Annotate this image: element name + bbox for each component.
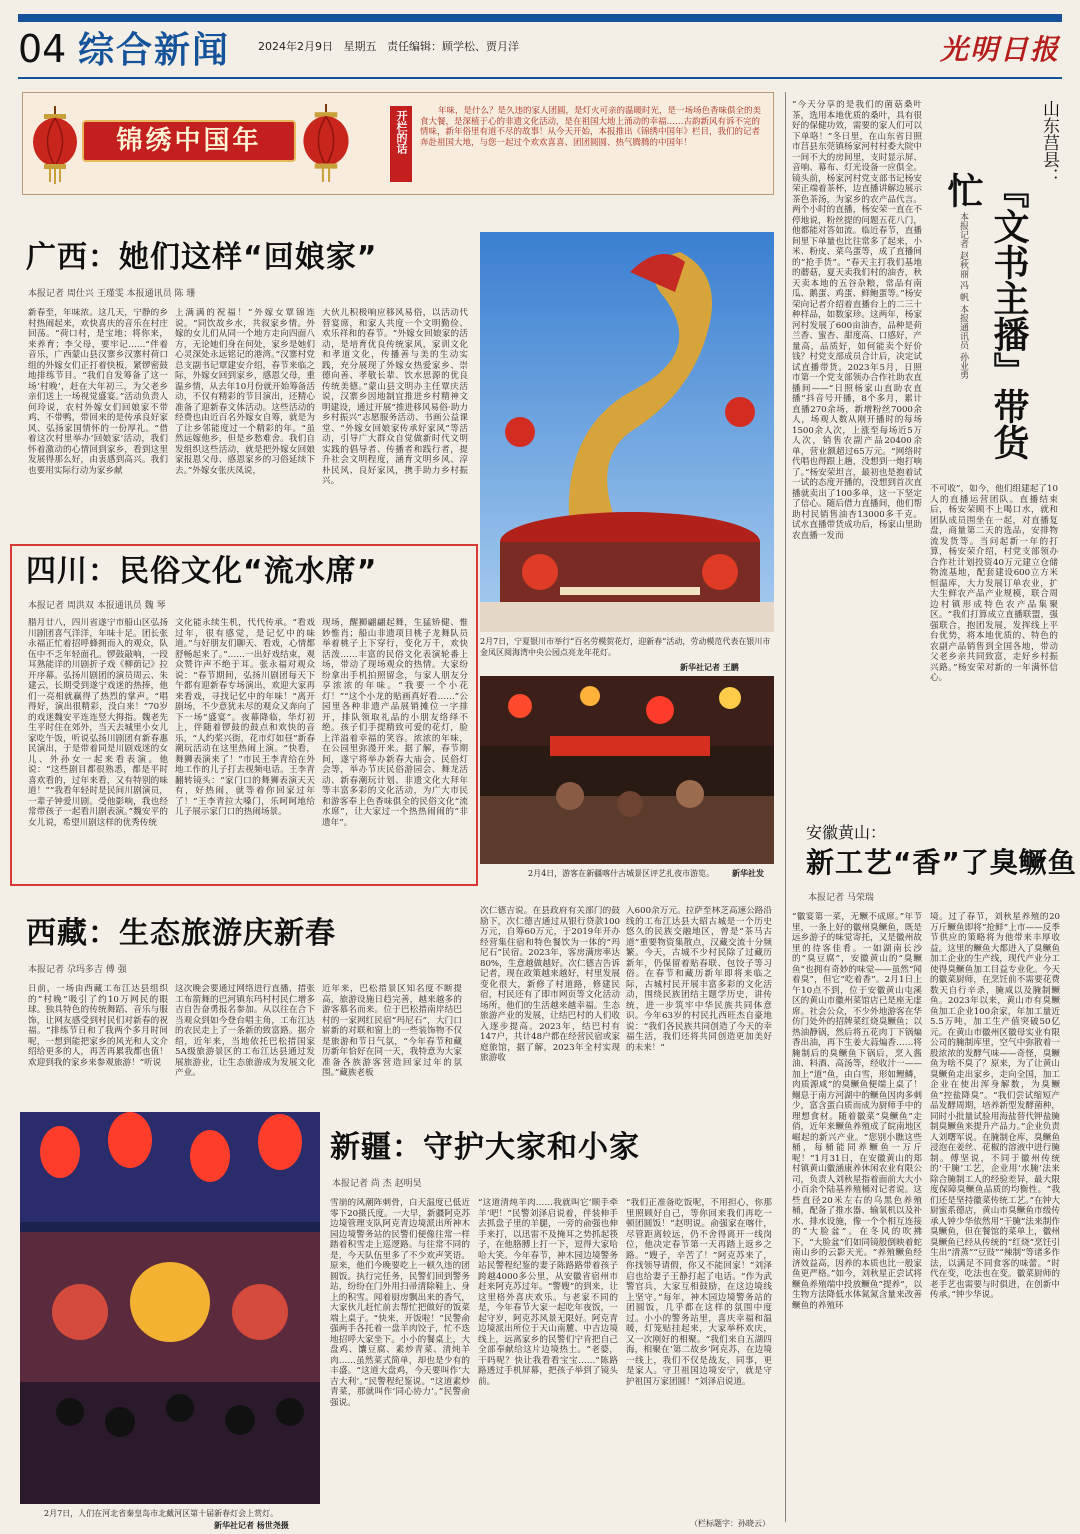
paper-logo: 光明日报 bbox=[940, 33, 1061, 66]
masthead-underline bbox=[18, 77, 1062, 79]
xizang-col-2: 这次晚会要通过网络进行直播，措张工布箭舞的巴河镇东玛村村民仁增多吉自告奋勇报名参加。从以往在合下当观众到如今登台唱主角，工布江达的农民走上了一条新的致富路。据介绍，近年来，当地依托巴松措国家5A级旅游景区的工布江达县通过发展旅游业，让生态旅游成为发展文化产业。 bbox=[175, 984, 315, 1078]
xinjiang-col-2: “这道清炖羊肉……我就叫它‘顺手牵羊’吧！”民警刘泽启说着，伴装伸手去抓盘子里的羊腿，一旁的俞强也伸手来打，以迅雷不及掩耳之势抓起筷子，在他胳膊上打一下，逗得大家哈哈大笑。今年春节，神木园边境警务站民警程纪鉴的妻子陈路路带着孩子跨越4000多公里，从安徽省宿州市赶来阿克苏过年。“警嫂”的到来，让这里格外喜庆欢乐。与老家不同的是，今年春节大家一起吃年夜饭，一起守岁，阿克苏风景无限好。阿克青边境派出所位于天山南麓、中吉边境线上，远离家乡的民警们宁肯把自己全部奉献给这片边境热土。“老婆，干吗呢？快让我看看宝宝……”陈路路透过手机屏幕，把孩子举到了镜头前。 bbox=[478, 1198, 618, 1387]
credit-ningxia: 新华社记者 王鹏 bbox=[680, 662, 739, 672]
xizang-col-1: 日前，一场由西藏工布江达县组织的“村晚”吸引了约10万网民的眼球。独具特色的传统舞蹈、音乐与服饰，让网友感受到村民们对新春的祝福。“排练节日和了我两个多月时间呢，一想到能把家乡的风光和人文介绍给更多的人，再苦再累我都也值！欢迎到我的家乡来参观旅游！”听说 bbox=[28, 984, 168, 1068]
right-column-divider bbox=[785, 92, 786, 1522]
guangxi-col-2: 上满满的祝福！”外嫁女覃锦连说。“同饮故乡水，共叙家乡情。外嫁的女儿们从同一个地方走向四面八方，无论她们身在何处，家乡是她们心灵深处永远铭记的港湾。”汉寨村党总支副书记覃建安介绍，春节来临之际，外嫁女回到家乡，感恩父母，重温乡情，从去年10月份就开始筹备活动，不仅有精彩的节目演出，还精心准备了迎新春文体活动。这些活动的经费也由近百名外嫁女自筹，就是为了让乡邻能度过一个精彩的年。“虽然远嫁他乡，但是乡愁难舍。我们自发组织这些活动，就是把外嫁女回娘家报恩父母、感恩家乡的习俗延续下去。”外嫁女张庆凤说， bbox=[175, 308, 315, 476]
lantern-icon bbox=[30, 106, 80, 184]
column-title-credit: （栏标题字：孙晓云） bbox=[690, 1519, 770, 1528]
section-title: 综合新闻 bbox=[78, 29, 231, 71]
sichuan-col-3: 现场，醒狮翩翩起舞，生猛矫健、惟妙惟肖；船山非遗项目桃子龙舞队员举着桃子上下穿行，变化万千，欢快活泼……丰富的民俗文化表演轮番上场，带动了现场观众的热情。大家纷纷拿出手机拍照留念，与家人朋友分享浓浓的年味。“我要一个小花灯！”“这个小龙的贴画真好看……”公园里各种非遗产品展销摊位一字排开，排队领取礼品的小朋友络绎不绝。孩子们手提精致可爱的花灯，脸上洋溢着幸福的笑容。浓浓的年味，在公园里弥漫开来。据了解，春节期间，遂宁将举办新春大庙会、民俗灯会等，举办节庆民俗游园会、舞龙活动、新春潮玩计划、非遗文化大拜年等丰富多彩的文化活动，为广大市民和游客奉上色香味俱全的民俗文化“流水席”，让大家过一个热热闹闹的“非遗年”。 bbox=[322, 618, 468, 828]
masthead-rule bbox=[18, 14, 1062, 22]
guangxi-byline: 本报记者 周仕兴 王瑾雯 本报通讯员 陈 珊 bbox=[28, 289, 196, 299]
anhui-byline: 本报记者 马荣瑞 bbox=[808, 893, 874, 903]
sichuan-col-2: 文化能永续生机，代代传承。“看戏过年，很有感觉，是记忆中的味道。”与好朋友们聊天、看戏，心情都舒畅起来了。”……一出好戏结束，观众赞许声不绝于耳。张永福对观众说：“春节期间，弘扬川剧团每天下午都有迎新春专场演出，欢迎大家再来看戏，寻找记忆中的年味！”离开剧场，不少意犹未尽的观众又奔向了下一场“盛宴”。夜幕降临，华灯初上，伴随着锣鼓的鼓点和欢快的音乐，“人约桨兴街，花市灯如昼”新春潮玩活动在这里热闹上演。“快看，舞狮表演来了！”市民王李青给在外地工作的儿子打去视频电话。王李青翻转镜头：“家门口的舞狮表演天天有，好热闹，就等着你回家过年了！”王李青拉大嗓门，乐呵呵地给儿子展示家门口的热闹场景。 bbox=[175, 618, 315, 817]
shandong-col-1: “今天分享的是我们的菌菇桑叶茶，选用本地优质的桑叶，具有很好的保健功效，需要的家人们可以下单咯！”冬日里，在山东省日照市莒县东莞镇杨家河村村委大院中一间不大的房间里，支时显示屏、音响、幕布、灯光设备一应俱全。镜头前，杨家河村党支部书记杨安荣正端着茶杯，边直播讲解边展示茶色茶汤，为家乡的农产品代言。两个小时的直播，杨安荣一直在不停地说，粉丝提的问题五花八门，他都能对答如流。临近春节，直播间里下单量也比往常多了起来，小米、粉皮、菜鸟蛋等，成了直播间的“抢手货”。“春天主打我们基地的蘑菇，夏天卖我们村的油杏，秋天卖本地的五谷杂粮，常品有南瓜、鹅蛋、鸡蛋、鲜鲍蛋等。”杨安荣向记者介绍着直播台上的二三十种样品，如数家珍。这两年，杨家河村发展了600亩油杏，品种是荷兰香、蜜杏、甜度高、口感好，产量高，品质好，如何能卖个好价钱？村党支部成员合计后，决定试试直播带货。2023年5月，日照市第一个党支部领办合作社助农直播间——“日照杨家山直助农直播”抖音号开播，8个多月，累计直播270余场，新增粉丝7000余人，场观人数从刚开播时的每场1500余人次，上涨至每场近5万人次，销售农副产品20400余单，营业额超过65万元。“网络时代唱也得跟上趟，没想到一炮打响了。”杨安荣坦言，最初也是抱着试一试的态度开播的，没想到首次直播就卖出了100多单，这一下坚定了信心。随后借力直播间，他们帮助村民销售油杏13000多千克。试水直播带货成功后，杨家山里助农直播一发而 bbox=[792, 100, 922, 541]
guangxi-headline: 广西：她们这样“回娘家” bbox=[26, 240, 378, 275]
xinjiang-headline: 新疆：守护大家和小家 bbox=[330, 1130, 640, 1165]
shandong-headline: 『文书主播』带货忙 bbox=[942, 172, 1030, 460]
photo-hebei-lanterns bbox=[20, 1112, 320, 1504]
guangxi-col-3: 大伙儿积极响应移风易俗，以活动代替宴席，和家人共度一个文明勤俭、欢乐祥和的春节。“外嫁女回娘家的活动，是培育优良传统家风，家训文化和孝道文化，传播善与美的生动实践，充分展现了外嫁女热爱家乡、崇德向善、孝敬长辈、饮水思源的优良传统美德。”蒙山县文明办主任覃庆活说，汉寨乡因地制宜推进乡村精神文明建设，通过开展“推进移风易俗·助力乡村振兴”志愿服务活动、书画公益课堂、“外嫁女回娘家传承好家风”等活动，引导广大群众自觉做新时代文明实践的倡导者、传播者和践行者，提升社会文明程度，涵育文明乡风、淳朴民风、良好家风，携手助力乡村振兴。 bbox=[322, 308, 468, 486]
shandong-col-2: 不可收”，如今，他们组建起了10人的直播运营团队。直播结束后，杨安荣顾不上喝口水，就和团队成员围坐在一起，对直播复盘，商量第二天的选品，安排物流发货等。当问起新一年的打算，杨安荣介绍，村党支部领办合作社计划投资40万元建立仓储物流基地，配套建设600立方米恒温库，大力发展订单农业，扩大生鲜农产品产业规模，联合周边村镇形成特色农产品集聚区。“我们打算成立直播联盟，强强联合，抱团发展，发挥线上平台优势，将本地优质的、特色的农副产品销售到全国各地，带动父老乡亲共同致富，走好乡村振兴路。”杨安荣对新的一年满怀信心。 bbox=[930, 484, 1058, 683]
lantern-icon bbox=[300, 104, 352, 184]
sichuan-byline: 本报记者 周洪双 本报通讯员 魏 琴 bbox=[28, 601, 166, 611]
photo-ningxia-lantern bbox=[480, 232, 774, 632]
anhui-col-1: “徽宴第一菜，无鳜不成席。”年节里，一条上好的徽州臭鳜鱼，既是远乡游子的味觉寄托，又是徽州故里的待客佳肴。一如湖南长沙的“臭豆腐”，安徽黄山的“臭鳜鱼”也拥有奇妙的味觉——虽然“闻着臭”，但它“吃着香”。2月1日上午10点不到，位于安徽黄山屯溪区的黄山市徽州菜馆店已是座无虚席。社会公众，不少外地游客在华仿门处外的招牌菜红烧臭鳜鱼；以热油静锅，然后将五花肉丁下锅煸香出油，再下生姜大蒜煸香……将腌制后的臭鳜鱼下锅后，烹入酱油、料酒、高汤等，经收汁一——加上“道”鱼，由白雪，形如鲤鳞，肉质源咸”的臭鳜鱼便端上桌了！鲴息于南方河湖中的鳜鱼因肉多刺少，富含蛋白质而成为厨师手中的理想食材。随着徽菜“臭鳜鱼”走俏，近年来鳜鱼养殖成了皖南地区崛起的新兴产业。“您别小瞧这些桶，每桶能同养鳜鱼一万斤呢！”1月31日，在安徽黄山的郑村镇黄山徽涵康养休闲农业有限公司，负责人刘秋星指着面前大大小小百余个陆基养殖桶对记者说。这些直径20米左右的乌黑色养殖桶，配备了推水器、输氧机以及补水、排水设施，像一个个相互连接的“大脸盆”。在冬风的吹拂下，“大脸盆”们如同镜般倒映着蛇南山乡的云影天光。“养殖鳜鱼经济效益高，因养的本质也比一般家鱼更严格。”如今，刘秋星正尝试将鳜鱼养殖端中投放鳜鱼“提养”，以生物方法降低水体氮氮含量来改善鳜鱼的养殖环 bbox=[792, 912, 922, 1311]
xizang-headline: 西藏：生态旅游庆新春 bbox=[26, 916, 336, 951]
xizang-col-5: 入600余万元。拉萨至林芝高速公路沿线的工布江达县大昭古城是一个历史悠久的民族交融地区，曾是“茶马古道”重要物资集散点，汉藏交流十分频繁。今天，古城不少村民除了过藏历新年，仍保留着贴春联、包饺子等习俗。在春节和藏历新年即将来临之际，古城村民开展丰富多彩的文化活动，围绕民族团结主题学历史，讲传统，进一步筑牢中华民族共同体意识。今年63岁的村民扎西旺杰自豪地说：“我们各民族共同创造了今天的幸福生活，我们还将共同创造更加美好的未来！” bbox=[626, 906, 772, 1053]
anhui-kicker: 安徽黄山： bbox=[806, 823, 887, 842]
caption-kashgar: 2月4日，游客在新疆喀什古城景区评艺扎夜市游览。 bbox=[528, 869, 715, 878]
masthead-info bbox=[258, 38, 519, 54]
page-number: 04 bbox=[18, 27, 67, 71]
sichuan-headline: 四川：民俗文化“流水席” bbox=[26, 554, 378, 589]
banner-title: 锦绣中国年 bbox=[116, 126, 262, 156]
anhui-col-2: 境。过了春节，刘秋星养殖的20万斤鳜鱼即将“抢鲜”上市——反季节供应的策略将为他带来丰厚收益。这里的鳜鱼大都进入了臭鳜鱼加工企业的生产线，现代产业分工使得臭鳜鱼加工目益专业化。今天的徽菜厨师，在烹饪前不需要花费数天自行辛杀，腌咸以及腌制鳜鱼。2023年以来，黄山市有臭鳜鱼加工企业100余家，年加工量近5.5万吨，加工生产值突破50亿元。在黄山市徽州区徽母实业有限公司的腌制库里，空气中弥散着一股浓浓的发酵气味——奇怪，臭鳜鱼为啥不臭了？原来，为了让黄山臭鳜鱼走出家乡，走向全国，加工企业在使出浑身解数，为臭鳜鱼“控盐降臭”。“我们尝试缩短产品发酵周期，培养新型发酵菌种，同时小批量试验用海盐替代钾盐腌制臭鳜鱼来提升产品力。”企业负责人刘曙军说。在腌制仓库，臭鳜鱼浸泡在姜丝、花椒的溶液中进行腌制。傅坚说，不同于徽州传统的‘干腌’工艺，企业用‘水腌’法来除合腌制工人的经验差异，最大限度保障臭鳜鱼品质的均衡性。“我们还是坚持徽菜传统工艺。”在钟大厨蜜系德店，黄山市臭鳜鱼市级传承人钟少华依然用“干腌”法来制作臭鳜鱼，但在餐馆的菜单上，徽州臭鳜鱼已经从传统的“红烧”烹饪引生出“清蒸”“豆豉”“辣制”等诸多作法，以满足不同食客的味蕾。“时代在变，吃法也在变。徽菜厨师的老手艺也需要与时俱进，在创新中传承。”钟少华说。 bbox=[930, 912, 1060, 1300]
sichuan-col-1: 腊月廿八，四川省遂宁市船山区弘扬川剧团喜气洋洋，年味十足。团长张永福正忙着招呼蜂拥而入的观众，队伍中不乏年轻面孔。锣鼓敲响，一段耳熟能详的川剧折子戏《柳荫记》拉开序幕。弘扬川剧团的演员周云、朱建云，长期受到遂宁戏迷的热捧，他们一亮相就赢得了热烈的掌声。“唱得好，演出很精彩，没白来！”70岁的戏迷魏安平连连竖大拇指。魏老先生平时住在郊外，当天去城里小女儿家吃午饭，听说弘扬川剧团有新春惠民演出，于是带着同是川剧戏迷的女儿、外孙女一起来看表演。他说：“这些剧目都很熟悉，都是平时喜欢看的，过年来看，又有特别的味道！”“我看年轻时是民间川剧演员，一辈子钟爱川剧。受他影响，我也经常带孩子一起看川剧表演。”魏安平的女儿说，希望川剧这样的优秀传统 bbox=[28, 618, 168, 828]
photo-kashgar-night bbox=[480, 676, 774, 864]
credit-kashgar: 新华社发 bbox=[732, 868, 764, 878]
xinjiang-col-3: “我们正准备吃饭呢，不用担心，你那里照顾好自己，等你回来我们再吃一顿团圆饭！”赵明说。俞强家在喀什，尽管距离较远，仍不舍得离开一线岗位，他决定春节第一天再踏上返乡之路。“嫂子，辛苦了！”阿克苏来了，你找领导请假，你又不能回家！”刘泽启也给妻子王静打起了电话。“作为武警官兵，大家互相鼓励，在这边境线上坚守。”每年，神木园边境警务站的团圆饭，几乎都在这样的氛围中度过。小小的警务站里，喜庆幸福和温暖，灯笼贴挂起来，大家举杯欢庆，又一次刚好的相聚。“我们来自五湖四海，相聚在‘第二故乡’阿克苏，在边境一线上，我们不仅是战友，同事，更是家人。守卫祖国边境安宁，就是守护祖国万家团圆！”刘泽启说道。 bbox=[626, 1198, 772, 1387]
date: 2024年2月9日 bbox=[258, 40, 333, 53]
shandong-byline: 本报记者 赵秋丽 冯 帆 本报通讯员 孙业勇 bbox=[958, 212, 968, 380]
caption-hebei: 2月7日，人们在河北省秦皇岛市北戴河区第十届新春灯会上赏灯。 bbox=[44, 1509, 279, 1518]
xinjiang-byline: 本报记者 尚 杰 赵明昊 bbox=[332, 1179, 422, 1189]
shandong-kicker: 山东莒县： bbox=[1039, 100, 1059, 185]
weekday: 星期五 bbox=[343, 40, 377, 53]
xizang-col-4: 次仁德吉说。在县政府有关部门的鼓励下，次仁德吉通过从银行贷款100万元，自筹60万元，于2019年开办经营集住宿和特色餐饮为一体的“玛尼石”民宿。2023年，客房满房率达80%，生意越做越好。次仁德吉告诉记者，现在政策越来越好，村里发展变化很大，新修了村道路，修建民宿，村民还有了即市网页等文化活动场所，他们的生活越来越幸福。生态旅游产业的发展，让结巴村的人们收入逐步提高。2023年，结巴村有147户，共计48户都在经营民宿或家庭旅馆，据了解，2023年全村实现旅游收 bbox=[480, 906, 620, 1063]
banner-intro: 年味，是什么？是久违的家人团圆，是灯火可亲的温暖时光，是一场场色香味俱全的美食大餐，是深植于心的非遗文化活动，是在祖国大地上涌动的幸福……古韵新风有诉不完的情味，新年俗里有道不尽的故事！从今天开始，本报推出《锦绣中国年》栏目，我们的记者奔赴祖国大地，与您一起过个欢欢喜喜、团团圆圆、热气腾腾的中国年！ bbox=[420, 106, 762, 148]
kaiyan-text: 开栏的话 bbox=[395, 110, 408, 154]
xinjiang-col-1: 雪崩的风潮阵刺骨，白天温度已低近零下20摄氏度。一大早，新疆阿克苏边境管理支队阿克青边境派出所神木园边境警务站的民警们便像往常一样踏着积雪走上巡逻路。与往常不同的是，今天队伍里多了不少欢声笑语。原来，他们今晚要吃上一顿久违的团圆饭。执行完任务，民警们回到警务站，纷纷在门外用扫帚清除鞋上、身上的积雪。闻着厨房飘出来的香气，大家伙儿赶忙前去帮忙把做好的饭菜端上桌子。“快来，开饭啦！”民警俞强两手各托着一盘羊肉饺子，忙不迭地招呼大家坐下。小小的餐桌上，大盘鸡、馕豆腐、素炒青菜、清炖羊肉……虽然菜式简单，却也是少有的丰盛。“这道大盘鸡，今天要叫作‘大吉大利’。”民警程纪鉴说。“这道素炒青菜，那就叫作‘同心协力’。”民警俞强说。 bbox=[330, 1198, 470, 1408]
credit-hebei: 新华社记者 杨世尧摄 bbox=[214, 1520, 289, 1530]
guangxi-col-1: 新春至，年味浓。这几天，宁静的乡村热闹起来，欢快喜庆的音乐在村庄回荡。“荷口村，是宝地；将你来，来养育；李父母，要牢记……”伴着音乐，广西蒙山县汉寨乡汉寨村荷口组的外嫁女们正打着快板，紧锣密鼓地排练节目。“我们自发筹备了这一场‘村晚’，赶在大年初三，为父老乡亲们送上一场视觉盛宴。”活动负责人何玲说，农村外嫁女们回娘家不带鸡、不带鸭，带回来的是传承良好家风、弘扬家国情怀的一份厚礼。“借着这次村里举办‘回娘家’活动，我们怀着激动的心情回到家乡，看到这里发展得那么好，由衷感到高兴。我们也要用实际行动为家乡献 bbox=[28, 308, 168, 476]
xizang-col-3: 近年来，巴松措景区知名度不断提高，旅游设施日趋完善，越来越多的游客慕名而来。位于巴松措南岸结巴村的一家网红民宿“玛尼石”，大门口崭新的对联和窗上的一些装饰物不仅是旅游和节日气氛，“今年春节和藏历新年恰好在同一天，我特意为大家准备各族游客营造回家过年的氛围。”藏族老板 bbox=[322, 984, 462, 1078]
caption-ningxia: 2月7日，宁夏银川市举行“百名劳模贺花灯，迎新春”活动，劳动模范代表在银川市金凤区阅海湾中央公园点亮龙年花灯。 bbox=[480, 637, 771, 657]
xizang-byline: 本报记者 尕玛多吉 傅 强 bbox=[28, 965, 127, 975]
anhui-headline: 新工艺“香”了臭鳜鱼 bbox=[806, 846, 1077, 879]
editors: 责任编辑：顾学松、贾月洋 bbox=[387, 40, 519, 53]
